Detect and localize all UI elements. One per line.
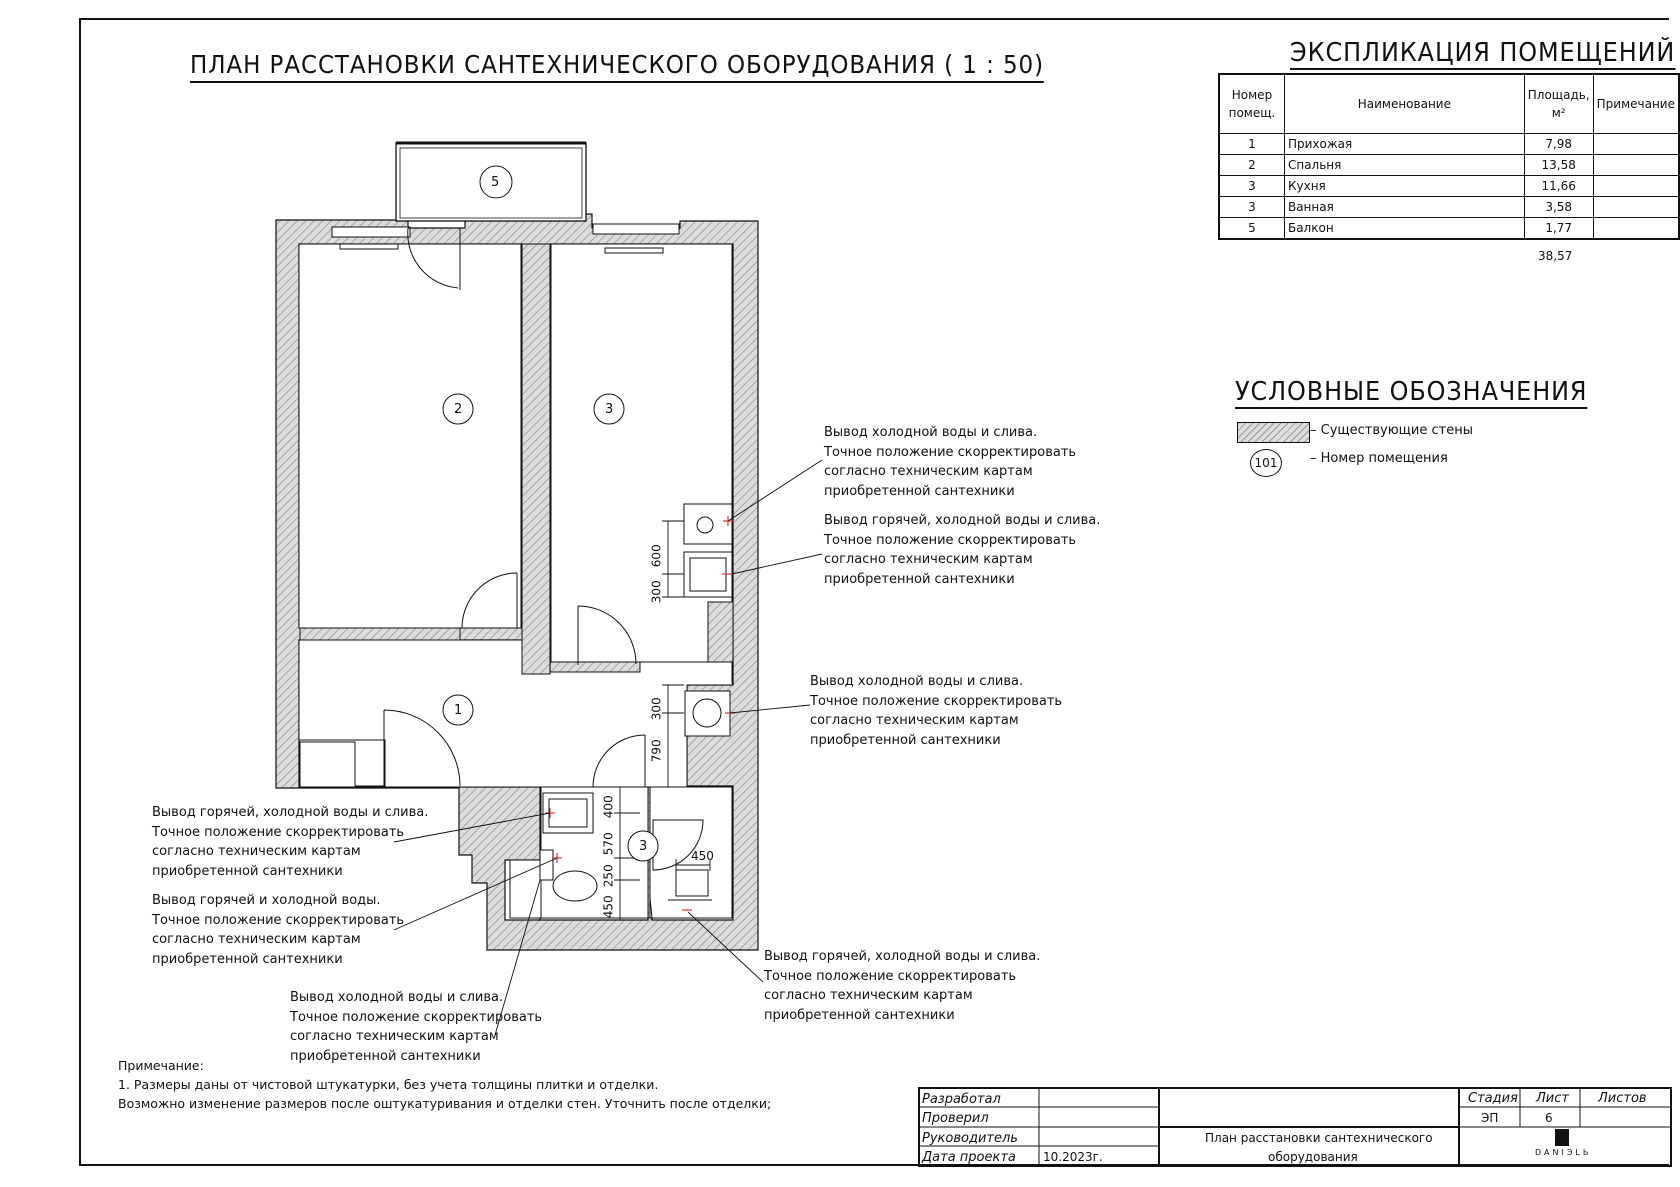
- dim-570: 570: [601, 832, 616, 856]
- callout-washer: Вывод холодной воды и слива. Точное положение скорректировать согласно техническим картам приобретенной сантехники: [810, 674, 1063, 748]
- header-name: Наименование: [1284, 74, 1524, 134]
- cell-name: Балкон: [1284, 218, 1524, 240]
- stamp-developed: Разработал: [922, 1092, 1001, 1107]
- dim-600: 600: [649, 544, 664, 568]
- legend-title: УСЛОВНЫЕ ОБОЗНАЧЕНИЯ: [1235, 377, 1588, 407]
- legend-room-label: – Номер помещения: [1310, 451, 1448, 466]
- dim-250: 250: [601, 864, 616, 888]
- stamp-doc-title-1: План расстановки сантехнического: [1205, 1131, 1433, 1145]
- stamp-doc-title-2: оборудования: [1268, 1150, 1358, 1164]
- room-number-sample: 101: [1250, 449, 1282, 477]
- cell-num: 2: [1219, 155, 1284, 176]
- dim-300-kitchen: 300: [649, 580, 664, 604]
- cell-name: Ванная: [1284, 197, 1524, 218]
- room-number-3b: 3: [639, 839, 648, 854]
- cell-area: 11,66: [1524, 176, 1593, 197]
- dim-300-laundry: 300: [649, 697, 664, 721]
- callout-hygienic-shower: Вывод горячей и холодной воды. Точное положение скорректировать согласно техническим картам приобретенной сантехники: [152, 893, 405, 967]
- page-title: ПЛАН РАССТАНОВКИ САНТЕХНИЧЕСКОГО ОБОРУДОВАНИЯ ( 1 : 50): [190, 50, 1044, 83]
- stamp-sheet-value: 6: [1545, 1111, 1553, 1125]
- callout-bath-sink: Вывод горячей, холодной воды и слива. Точное положение скорректировать согласно техническим картам приобретенной сантехники: [152, 805, 429, 879]
- cell-num: 3: [1219, 197, 1284, 218]
- cell-num: 3: [1219, 176, 1284, 197]
- stamp-sheet-label: Лист: [1536, 1091, 1569, 1106]
- cell-num: 1: [1219, 134, 1284, 155]
- stamp-stage-value: ЭП: [1481, 1111, 1499, 1125]
- dim-790: 790: [649, 739, 664, 763]
- callout-kitchen-sink: Вывод холодной воды и слива. Точное положение скорректировать согласно техническим картам приобретенной сантехники: [824, 425, 1077, 499]
- cell-name: Прихожая: [1284, 134, 1524, 155]
- stamp-sheets-label: Листов: [1598, 1091, 1647, 1106]
- notes: Примечание: 1. Размеры даны от чистовой штукатурки, без учета толщины плитки и отделки. Возможно изменение размеров после оштукатуривания и отделки стен. Уточнить после отделки;: [118, 1058, 772, 1111]
- stamp-date-label: Дата проекта: [922, 1150, 1016, 1165]
- dim-450-vertical: 450: [601, 895, 616, 919]
- dim-450-horizontal: 450: [691, 849, 714, 863]
- cell-name: Спальня: [1284, 155, 1524, 176]
- room-number-3: 3: [605, 402, 614, 417]
- explication-total: 38,57: [1538, 249, 1573, 263]
- cell-area: 7,98: [1524, 134, 1593, 155]
- callout-toilet: Вывод холодной воды и слива. Точное положение скорректировать согласно техническим картам приобретенной сантехники: [290, 990, 543, 1064]
- callout-dishwasher: Вывод горячей, холодной воды и слива. Точное положение скорректировать согласно техническим картам приобретенной сантехники: [824, 513, 1101, 587]
- stamp-head: Руководитель: [922, 1131, 1018, 1146]
- stamp-checked: Проверил: [922, 1111, 989, 1126]
- dim-400: 400: [601, 795, 616, 819]
- callout-wc-sink: Вывод горячей, холодной воды и слива. Точное положение скорректировать согласно техническим картам приобретенной сантехники: [764, 949, 1041, 1023]
- room-number-5: 5: [491, 175, 500, 190]
- stamp-stage-label: Стадия: [1468, 1091, 1518, 1106]
- room-number-1: 1: [454, 703, 463, 718]
- cell-name: Кухня: [1284, 176, 1524, 197]
- header-area: Площадь, м²: [1524, 74, 1593, 134]
- cell-area: 1,77: [1524, 218, 1593, 240]
- room-number-2: 2: [454, 402, 463, 417]
- cell-num: 5: [1219, 218, 1284, 240]
- stamp-date-value: 10.2023г.: [1043, 1150, 1103, 1164]
- legend-walls-label: – Существующие стены: [1310, 423, 1473, 438]
- header-note: Примечание: [1593, 74, 1679, 134]
- explication-title: ЭКСПЛИКАЦИЯ ПОМЕЩЕНИЙ: [1290, 38, 1676, 68]
- header-num: Номер помещ.: [1219, 74, 1284, 134]
- company-logo: DANIЭLЬ: [1535, 1148, 1592, 1157]
- cell-area: 13,58: [1524, 155, 1593, 176]
- cell-area: 3,58: [1524, 197, 1593, 218]
